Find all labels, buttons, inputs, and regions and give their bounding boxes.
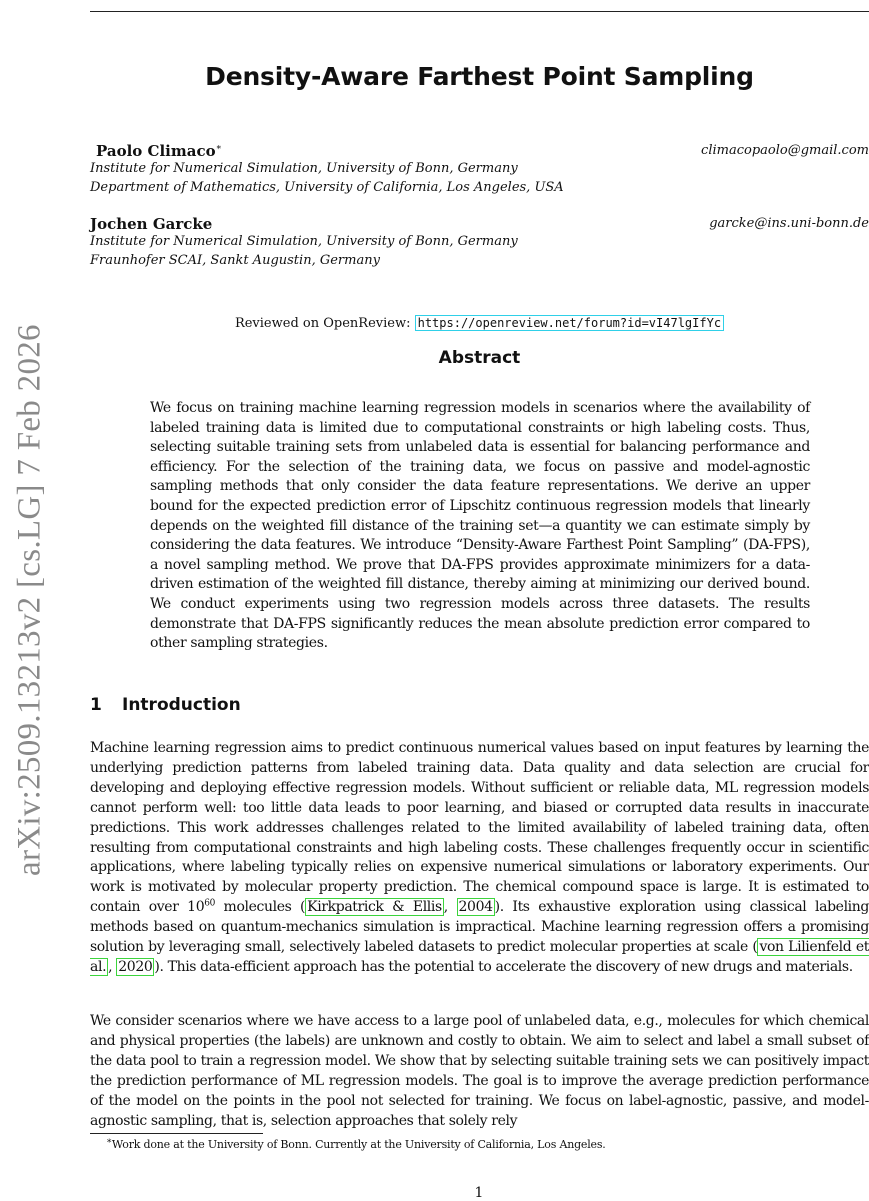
citation-link[interactable]: 2020: [118, 958, 153, 975]
header-rule: [90, 11, 869, 12]
paragraph-text: molecules (: [214, 899, 306, 916]
footnote-mark: ∗: [106, 1136, 112, 1147]
exponent: 60: [204, 898, 215, 909]
affiliation: Department of Mathematics, University of California, Los Angeles, USA: [90, 179, 564, 195]
citation-link[interactable]: 2004: [458, 899, 493, 916]
paragraph-text: Machine learning regression aims to predict continuous numerical values based on input features by learning the underlying prediction patterns from labeled training data. Data quality and data selection are crucial for developing and deploying effective regression models. Without sufficient or reliable data, ML regression models cannot perform well: too little data leads to poor learning, and biased or corrupted data results in inaccurate predictions. This work addresses challenges related to the limited availability of labeled training data, often resulting from computational constraints and high labeling costs. These challenges frequently occur in scientific applications, where labeling typically relies on expensive numerical simulations or laboratory experiments. Our work is motivated by molecular property prediction. The chemical compound space is large. It is estimated to contain over 10: [90, 740, 869, 916]
footnote-mark: ∗: [215, 143, 222, 153]
author-email[interactable]: climacopaolo@gmail.com: [701, 143, 869, 158]
section-title: Introduction: [122, 695, 241, 715]
section-number: 1: [90, 695, 102, 715]
section-heading: [90, 695, 241, 715]
review-label: Reviewed on OpenReview:: [234, 316, 411, 331]
paragraph-text: ). This data-efficient approach has the potential to accelerate the discovery of new drugs and materials.: [154, 958, 853, 975]
arxiv-identifier: arXiv:2509.13213v2 [cs.LG] 7 Feb 2026: [11, 324, 48, 876]
footnote-rule: [90, 1133, 263, 1134]
introduction-paragraph-1: [90, 739, 869, 978]
page-number: 1: [474, 1185, 484, 1201]
affiliation: Institute for Numerical Simulation, University of Bonn, Germany: [90, 234, 518, 249]
footnote: [106, 1138, 866, 1151]
paper-title: Density-Aware Farthest Point Sampling: [205, 62, 754, 91]
author-name-text: Jochen Garcke: [90, 215, 213, 233]
footnote-text: Work done at the University of Bonn. Currently at the University of California, Los Angeles.: [111, 1138, 606, 1151]
openreview-link[interactable]: https://openreview.net/forum?id=vI47lgIfYc: [415, 315, 724, 331]
paragraph-text: ). Its exhaustive exploration using classical labeling methods based on quantum-mechanics simulation is impractical. Machine learning regression offers a promising solution by leveraging small, selectively labeled datasets to predict molecular properties at scale (: [90, 899, 869, 956]
citation-separator: ,: [108, 958, 117, 975]
abstract-heading: Abstract: [438, 348, 521, 368]
citation-link[interactable]: Kirkpatrick & Ellis: [307, 899, 442, 916]
author-name-text: Paolo Climaco: [96, 142, 216, 160]
introduction-paragraph-2: We consider scenarios where we have access to a large pool of unlabeled data, e.g., molecules for which chemical and physical properties (the labels) are unknown and costly to obtain. We aim to select and label a small subset of the data pool to train a regression model. We show that by selecting suitable training sets we can positively impact the prediction performance of ML regression models. The goal is to improve the average prediction performance of the model on the points in the pool not selected for training. We focus on label-agnostic, passive, and model-agnostic sampling, that is, selection approaches that solely rely: [90, 1013, 869, 1129]
citation-separator: ,: [443, 899, 457, 916]
affiliation: Institute for Numerical Simulation, University of Bonn, Germany: [90, 161, 518, 176]
affiliation: Fraunhofer SCAI, Sankt Augustin, Germany: [90, 252, 380, 268]
author-block-1: [90, 142, 869, 197]
author-block-2: [90, 215, 869, 270]
citation-link[interactable]: von Lilienfeld et al.: [90, 939, 869, 975]
review-line: [90, 316, 869, 331]
abstract-text: We focus on training machine learning regression models in scenarios where the availability of labeled training data is limited due to computational constraints or high labeling costs. Thus, selecting suitable training sets from unlabeled data is essential for balancing performance and efficiency. For the selection of the training data, we focus on passive and model-agnostic sampling methods that only consider the data feature representations. We derive an upper bound for the expected prediction error of Lipschitz continuous regression models that linearly depends on the weighted fill distance of the training set—a quantity we can estimate simply by considering the data features. We introduce “Density-Aware Farthest Point Sampling” (DA-FPS), a novel sampling method. We prove that DA-FPS provides approximate minimizers for a data-driven estimation of the weighted fill distance, thereby aiming at minimizing our derived bound. We conduct experiments using two regression models across three datasets. The results demonstrate that DA-FPS significantly reduces the mean absolute prediction error compared to other sampling strategies.: [150, 400, 810, 652]
author-email[interactable]: garcke@ins.uni-bonn.de: [709, 216, 869, 231]
